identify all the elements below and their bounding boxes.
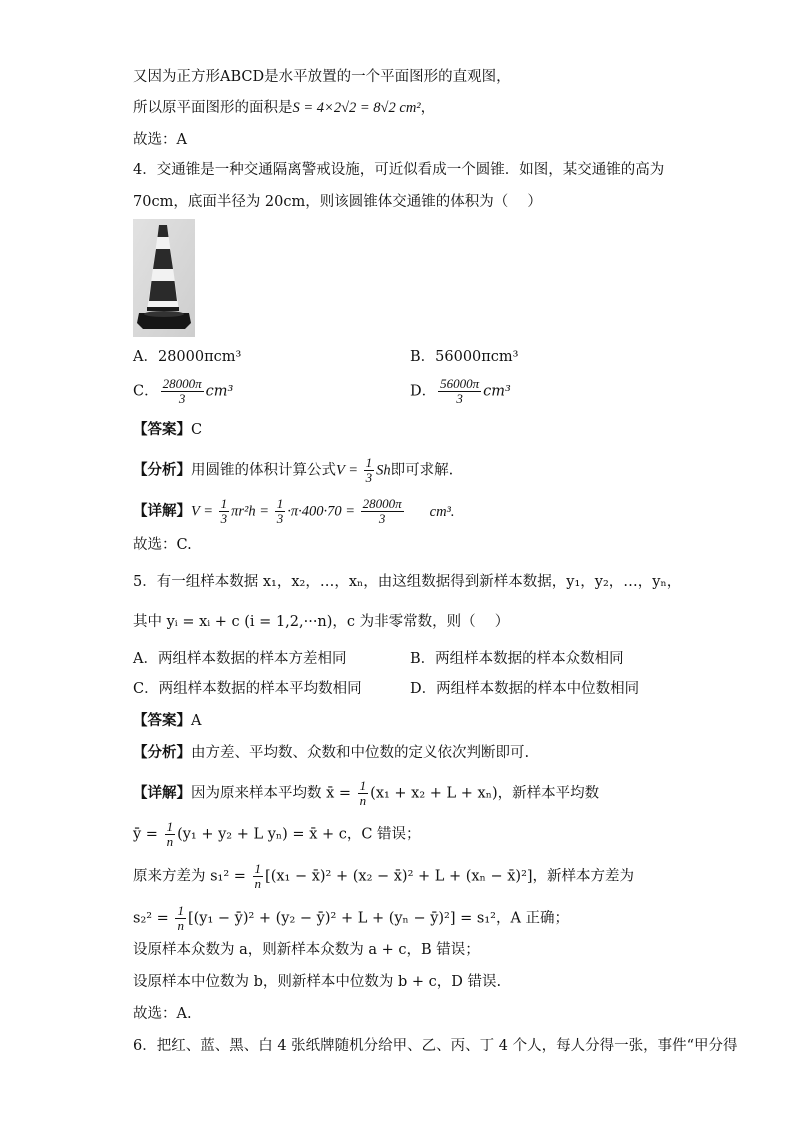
traffic-cone-image [133,219,195,337]
q4-option-d [410,377,511,406]
q5-detail-line2: ȳ = $\frac{1}{n}$ (y₁ + y₂ + L yₙ) = x̄ + c，C 错误； [133,819,421,849]
q5-detail-line3: 原来方差为 s₁² = $\frac{1}{n}$ [(x₁ − x̄)² + (x₂ − x̄)² + L + (xₙ − x̄)²]，新样本方差为 [133,861,635,891]
q4-option-d-unit: cm³ [483,383,511,400]
q4-option-b: B．56000πcm³ [410,349,519,365]
line-choose-a: 故选：A [133,132,187,148]
area-text: 所以原平面图形的面积是 [133,100,293,116]
q4-option-a: A．28000πcm³ [133,349,242,365]
q4-answer: 【答案】C [133,421,203,438]
q4-option-d-label: D． [410,383,437,400]
q5-option-d: D．两组样本数据的样本中位数相同 [410,681,640,697]
q4-stem-line2: 70cm，底面半径为 20cm，则该圆锥体交通锥的体积为（ ） [133,194,542,210]
q4-choose: 故选：C. [133,537,192,553]
q4-option-c-label: C． [133,383,159,400]
q4-option-d-fraction: $\frac{56000\pi}{3}$ [440,376,480,406]
q5-choose: 故选：A. [133,1006,192,1022]
q5-detail-line1: 【详解】因为原来样本平均数 x̄ = $\frac{1}{n}$ (x₁ + x₂ + L + xₙ)，新样本平均数 [133,778,600,808]
area-comma: ， [420,100,436,116]
q5-option-c: C．两组样本数据的样本平均数相同 [133,681,362,697]
q5-detail-line6: 设原样本中位数为 b，则新样本中位数为 b + c，D 错误. [133,974,502,990]
q5-analysis: 【分析】由方差、平均数、众数和中位数的定义依次判断即可. [133,744,530,761]
line-area [133,98,435,118]
q6-stem: 6．把红、蓝、黑、白 4 张纸牌随机分给甲、乙、丙、丁 4 个人，每人分得一张，事件“甲分得 [133,1038,738,1054]
q5-stem-line1: 5．有一组样本数据 x₁，x₂，…，xₙ，由这组数据得到新样本数据，y₁，y₂，…，yₙ， [133,574,682,590]
line-square-abcd: 又因为正方形ABCD是水平放置的一个平面图形的直观图， [133,69,511,85]
q4-stem-line1: 4．交通锥是一种交通隔离警戒设施，可近似看成一个圆锥．如图，某交通锥的高为 [133,162,665,178]
q5-option-b: B．两组样本数据的样本众数相同 [410,651,624,667]
q5-detail-line4: s₂² = $\frac{1}{n}$ [(y₁ − ȳ)² + (y₂ − ȳ)² + L + (yₙ − ȳ)²] = s₁²，A 正确； [133,903,570,933]
q4-option-c-fraction: $\frac{28000\pi}{3}$ [162,376,202,406]
q4-analysis: 【分析】用圆锥的体积计算公式V = $\frac{1}{3}$ Sh即可求解. [133,455,454,485]
q4-option-c-unit: cm³ [205,383,234,400]
area-formula: S = 4×2√2 = 8√2 cm² [292,100,421,116]
q5-detail-line5: 设原样本众数为 a，则新样本众数为 a + c，B 错误； [133,942,480,958]
q4-option-c [133,377,233,406]
q5-option-a: A．两组样本数据的样本方差相同 [133,651,347,667]
q4-detail: 【详解】V = $\frac{1}{3}$ πr²h = $\frac{1}{3}$ ·π·400·70 = $\frac{28000\pi}{3}$ cm³. [133,496,455,526]
q5-answer: 【答案】A [133,712,202,729]
traffic-cone-icon [133,219,195,337]
q5-stem-line2: 其中 yᵢ = xᵢ + c (i = 1,2,···n)，c 为非零常数，则（ ） [133,614,510,630]
